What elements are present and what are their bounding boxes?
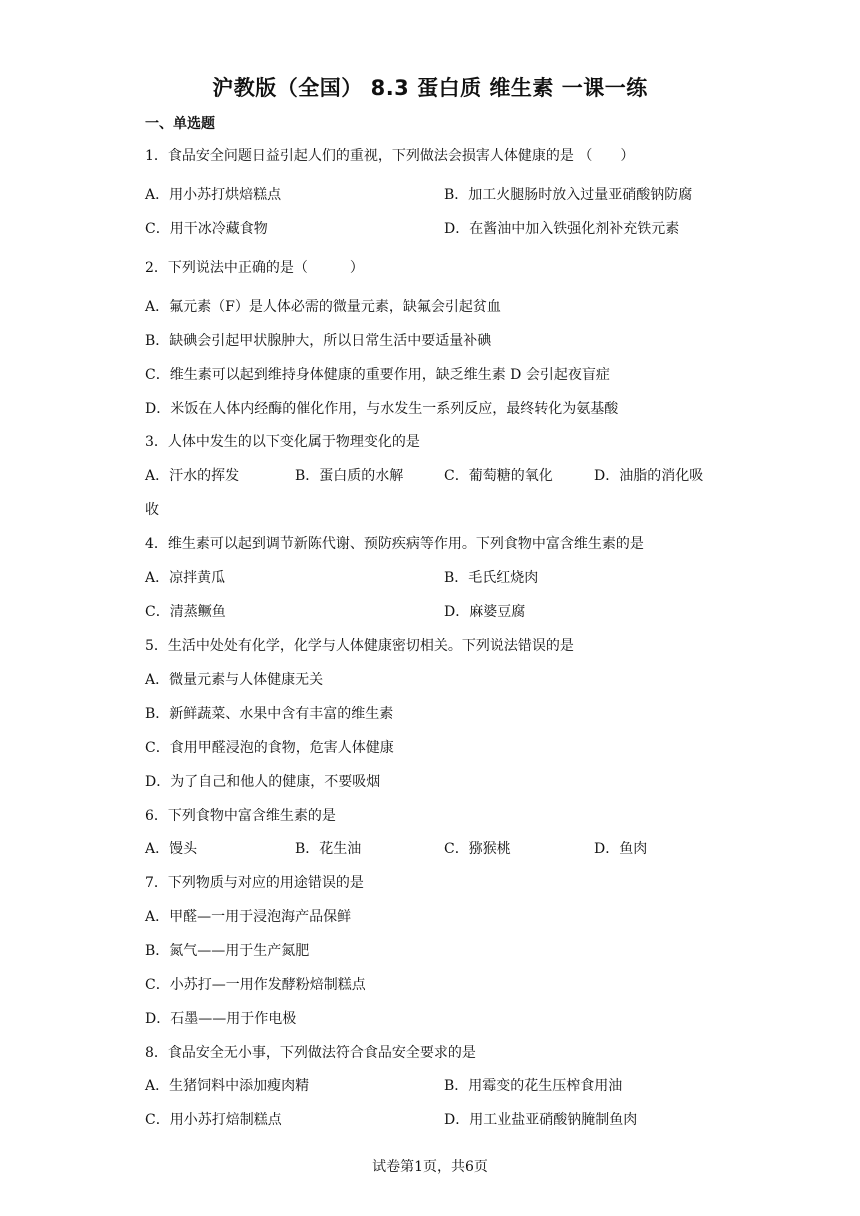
- question-stem: 7．下列物质与对应的用途错误的是: [145, 875, 364, 891]
- option: D．为了自己和他人的健康，不要吸烟: [145, 774, 381, 790]
- option: A．用小苏打烘焙糕点: [145, 187, 282, 203]
- option: C．用干冰冷藏食物: [145, 221, 268, 237]
- option: D．石墨——用于作电极: [145, 1011, 297, 1027]
- option: C．食用甲醛浸泡的食物，危害人体健康: [145, 740, 394, 756]
- question-stem: 6．下列食物中富含维生素的是: [145, 808, 336, 824]
- option: C．猕猴桃: [444, 841, 511, 857]
- section-heading: 一、单选题: [145, 116, 215, 132]
- question-stem: 5．生活中处处有化学，化学与人体健康密切相关。下列说法错误的是: [145, 638, 574, 654]
- page-footer: 试卷第1页，共6页: [372, 1159, 488, 1175]
- question-stem: 1．食品安全问题日益引起人们的重视，下列做法会损害人体健康的是 （ ）: [145, 148, 635, 164]
- option: B．用霉变的花生压榨食用油: [444, 1078, 623, 1094]
- option: A．汗水的挥发: [145, 468, 240, 484]
- option: B．毛氏红烧肉: [444, 570, 539, 586]
- question-stem: 4．维生素可以起到调节新陈代谢、预防疾病等作用。下列食物中富含维生素的是: [145, 536, 644, 552]
- option: A．氟元素（F）是人体必需的微量元素，缺氟会引起贫血: [145, 299, 501, 315]
- option: D．米饭在人体内经酶的催化作用，与水发生一系列反应，最终转化为氨基酸: [145, 401, 619, 417]
- option: B．加工火腿肠时放入过量亚硝酸钠防腐: [444, 187, 693, 203]
- option: A．微量元素与人体健康无关: [145, 672, 324, 688]
- option: A．甲醛—一用于浸泡海产品保鲜: [145, 909, 352, 925]
- option-wrap: 收: [145, 502, 159, 518]
- option: C．葡萄糖的氧化: [444, 468, 553, 484]
- option: C．用小苏打焙制糕点: [145, 1112, 282, 1128]
- option: B．花生油: [295, 841, 362, 857]
- question-stem: 8．食品安全无小事，下列做法符合食品安全要求的是: [145, 1045, 476, 1061]
- option: A．生猪饲料中添加瘦肉精: [145, 1078, 310, 1094]
- option: C．维生素可以起到维持身体健康的重要作用，缺乏维生素 D 会引起夜盲症: [145, 367, 610, 383]
- question-stem: 2．下列说法中正确的是（ ）: [145, 260, 364, 276]
- option: C．小苏打—一用作发酵粉焙制糕点: [145, 977, 366, 993]
- option: B．新鲜蔬菜、水果中含有丰富的维生素: [145, 706, 394, 722]
- option: B．氮气——用于生产氮肥: [145, 943, 310, 959]
- option: D．油脂的消化吸: [594, 468, 704, 484]
- option: D．鱼肉: [594, 841, 648, 857]
- option: D．用工业盐亚硝酸钠腌制鱼肉: [444, 1112, 638, 1128]
- option: A．馒头: [145, 841, 198, 857]
- option: C．清蒸鳜鱼: [145, 604, 226, 620]
- option: B．蛋白质的水解: [295, 468, 404, 484]
- option: D．在酱油中加入铁强化剂补充铁元素: [444, 221, 680, 237]
- option: B．缺碘会引起甲状腺肿大，所以日常生活中要适量补碘: [145, 333, 492, 349]
- option: D．麻婆豆腐: [444, 604, 526, 620]
- question-stem: 3．人体中发生的以下变化属于物理变化的是: [145, 434, 420, 450]
- page-title: 沪教版（全国） 8.3 蛋白质 维生素 一课一练: [212, 76, 648, 100]
- option: A．凉拌黄瓜: [145, 570, 226, 586]
